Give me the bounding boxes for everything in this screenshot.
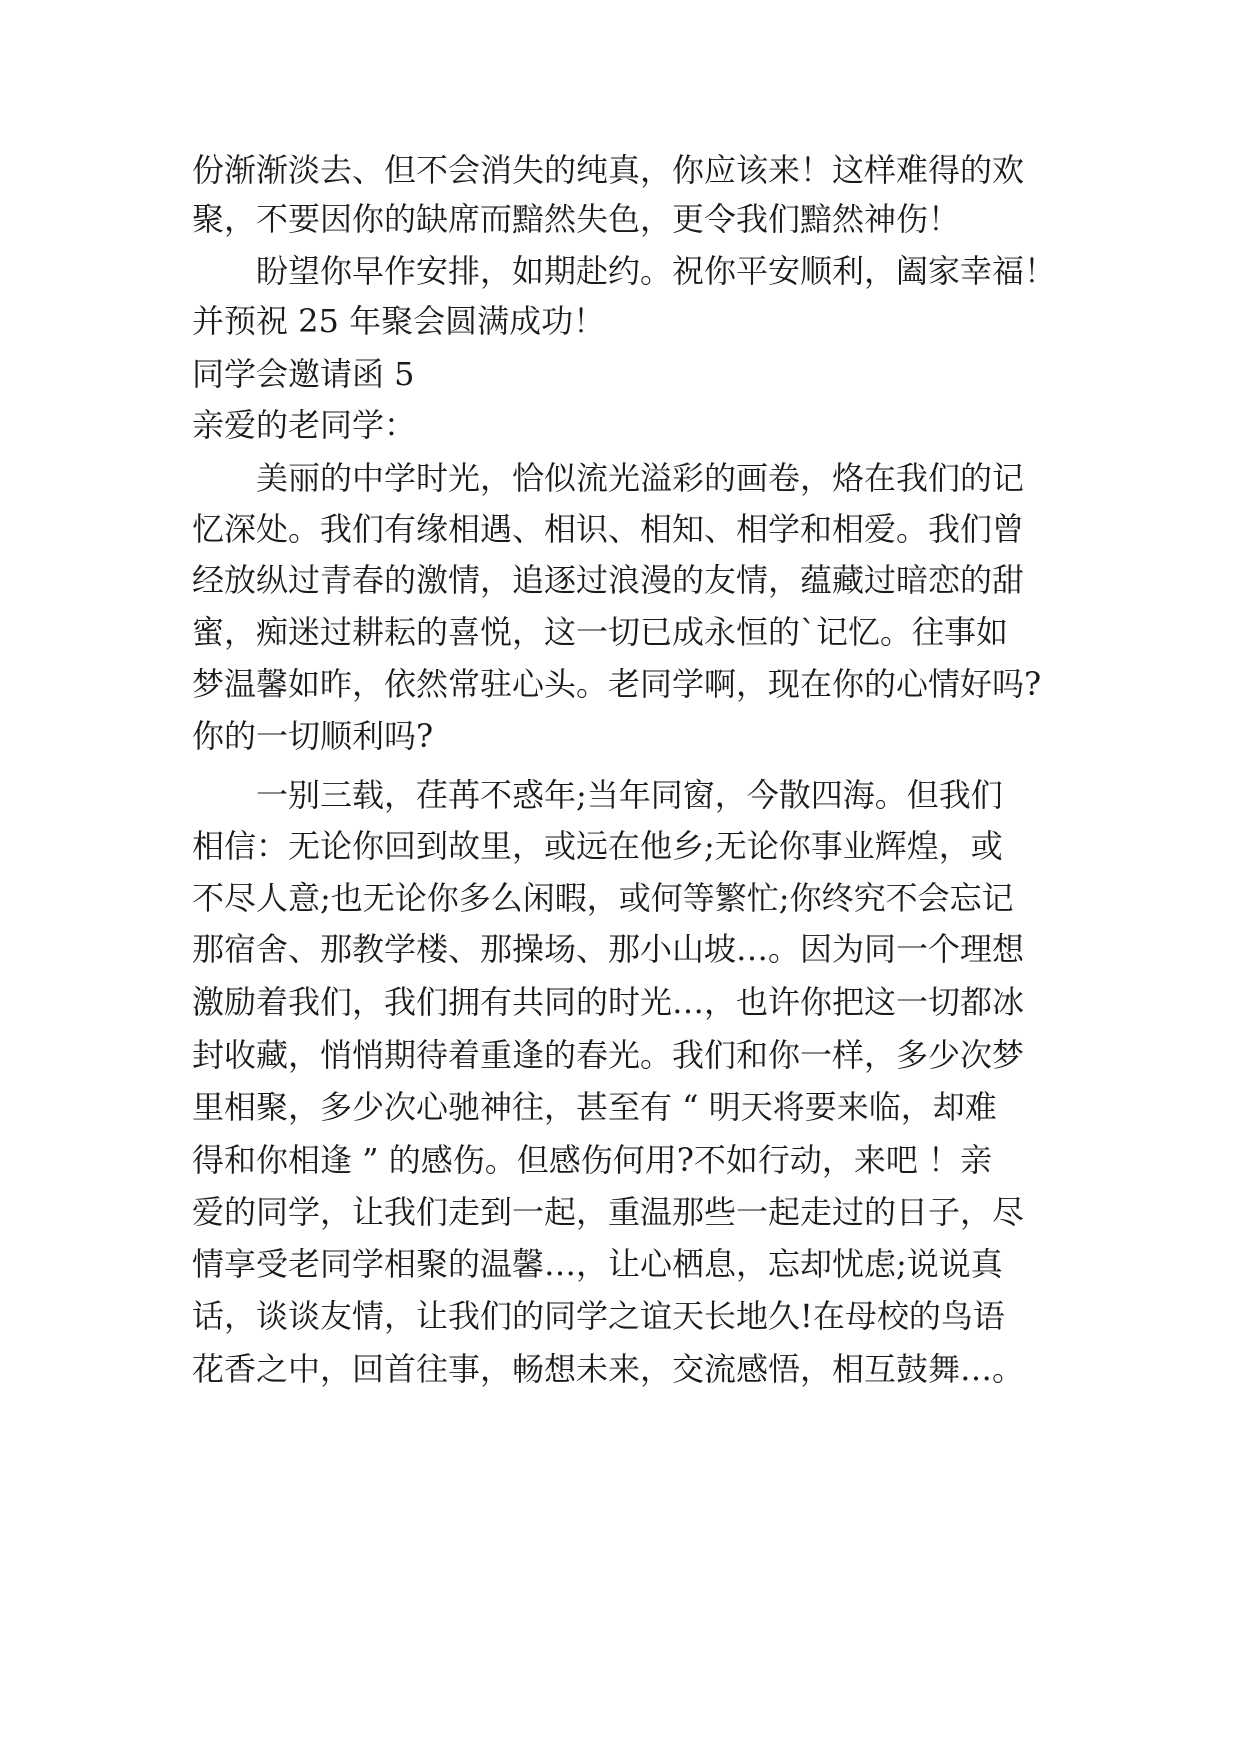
text-line: 情享受老同学相聚的温馨…，让心栖息，忘却忧虑;说说真: [192, 1245, 1003, 1283]
text-line: 梦温馨如昨，依然常驻心头。老同学啊，现在你的心情好吗?: [192, 665, 1042, 703]
salutation: 亲爱的老同学：: [192, 406, 417, 444]
paragraph-first-line: 一别三载，荏苒不惑年;当年同窗，今散四海。但我们: [256, 776, 1003, 814]
text-line: 封收藏，悄悄期待着重逢的春光。我们和你一样，多少次梦: [192, 1036, 1025, 1074]
text-line: 份渐渐淡去、但不会消失的纯真，你应该来！这样难得的欢: [192, 151, 1025, 189]
text-line: 经放纵过青春的激情，追逐过浪漫的友情，蕴藏过暗恋的甜: [192, 561, 1025, 599]
text-line: 并预祝 25 年聚会圆满成功！: [192, 302, 606, 340]
text-line: 里相聚，多少次心驰神往，甚至有 “ 明天将要来临，却难: [192, 1088, 997, 1126]
text-line: 蜜，痴迷过耕耘的喜悦，这一切已成永恒的`记忆。往事如: [192, 613, 1009, 651]
text-line: 不尽人意;也无论你多么闲暇，或何等繁忙;你终究不会忘记: [192, 879, 1014, 917]
text-line: 得和你相逢 ” 的感伤。但感伤何用?不如行动，来吧 ！亲: [192, 1141, 993, 1179]
text-line: 激励着我们，我们拥有共同的时光…，也许你把这一切都冰: [192, 983, 1025, 1021]
text-line: 爱的同学，让我们走到一起，重温那些一起走过的日子，尽: [192, 1193, 1025, 1231]
text-line: 那宿舍、那教学楼、那操场、那小山坡…。因为同一个理想: [192, 930, 1025, 968]
paragraph-first-line: 美丽的中学时光，恰似流光溢彩的画卷，烙在我们的记: [256, 459, 1025, 497]
text-line: 话，谈谈友情，让我们的同学之谊天长地久!在母校的鸟语: [192, 1297, 1005, 1335]
text-line: 相信：无论你回到故里，或远在他乡;无论你事业辉煌，或: [192, 827, 1003, 865]
text-line: 聚，不要因你的缺席而黯然失色，更令我们黯然神伤！: [192, 200, 961, 238]
paragraph-first-line: 盼望你早作安排，如期赴约。祝你平安顺利，阖家幸福！: [256, 252, 1057, 290]
text-line: 你的一切顺利吗?: [192, 717, 434, 755]
section-title: 同学会邀请函 5: [192, 355, 415, 393]
text-line: 忆深处。我们有缘相遇、相识、相知、相学和相爱。我们曾: [192, 510, 1025, 548]
text-line: 花香之中，回首往事，畅想未来，交流感悟，相互鼓舞…。: [192, 1350, 1025, 1388]
